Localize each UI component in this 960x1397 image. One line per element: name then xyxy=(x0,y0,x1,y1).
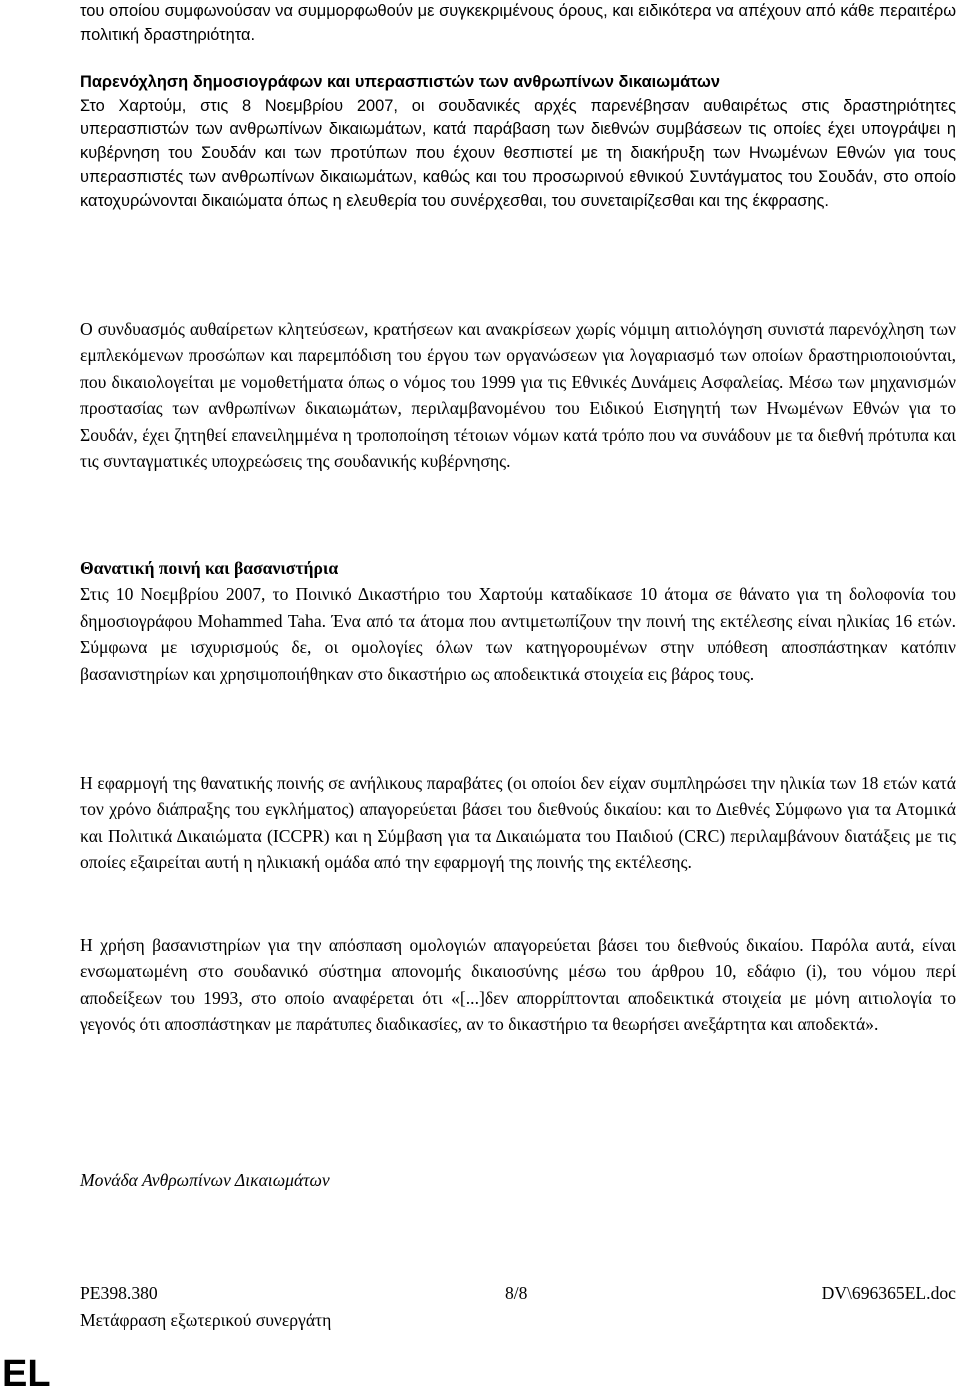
paragraph-arbitrary-detentions: Ο συνδυασμός αυθαίρετων κλητεύσεων, κρατήσεων και ανακρίσεων χωρίς νόμιμη αιτιολόγηση συνιστά παρενόχληση των εμπλεκόμενων προσώπων και παρεμπόδιση του έργου των οργανώσεων για λογαριασμό των οποίων δραστηριοποιούνται, που δικαιολογείται με νομοθετήματα όπως ο νόμος του 1999 για τις Εθνικές Δυνάμεις Ασφαλείας. Μέσω των μηχανισμών προστασίας των ανθρωπίνων δικαιωμάτων, περιλαμβανομένου του Ειδικού Εισηγητή των Ηνωμένων Εθνών για το Σουδάν, έχει ζητηθεί επανειλημμένα η τροποποίηση τέτοιων νόμων κατά τρόπο που να συνάδουν με τα διεθνή πρότυπα και τις συνταγματικές υποχρεώσεις της σουδανικής κυβέρνησης. xyxy=(80,319,956,472)
paragraph-juvenile-offenders: Η εφαρμογή της θανατικής ποινής σε ανήλικους παραβάτες (οι οποίοι δεν είχαν συμπληρώσει την ηλικία των 18 ετών κατά τον χρόνο διάπραξης του εγκλήματος) απαγορεύεται βάσει του διεθνούς δικαίου: και το Διεθνές Σύμφωνο για τα Ατομικά και Πολιτικά Δικαιώματα (ICCPR) και η Σύμβαση για τα Δικαιώματα του Παιδιού (CRC) περιλαμβάνουν διατάξεις με τις οποίες εξαιρείται αυτή η ηλικιακή ομάδα από την εφαρμογή της ποινής της εκτέλεσης. xyxy=(80,773,956,873)
section-death-penalty xyxy=(80,555,956,687)
section-body-harassment: Στο Χαρτούμ, στις 8 Νοεμβρίου 2007, οι σουδανικές αρχές παρενέβησαν αυθαιρέτως στις δραστηριότητες υπερασπιστών των ανθρωπίνων δικαιωμάτων, κατά παράβαση των διεθνών συμβάσεων τις οποίες έχει υπογράψει η κυβέρνηση του Σουδάν και των προτύπων που έχουν θεσπιστεί με τη διακήρυξη των Ηνωμένων Εθνών για τους υπερασπιστές των ανθρωπίνων δικαιωμάτων, καθώς και του προσωρινού εθνικού Συντάγματος του Σουδάν, στο οποίο κατοχυρώνονται δικαιώματα όπως η ελευθερία του συνέρχεσθαι, του συνεταιρίζεσθαι και της έκφρασης. xyxy=(80,96,956,210)
section-harassment xyxy=(80,71,956,213)
footer-translation-note: Μετάφραση εξωτερικού συνεργάτη xyxy=(80,1310,332,1330)
footer-reference: PE398.380 xyxy=(80,1283,158,1303)
paragraph-torture-confessions: Η χρήση βασανιστηρίων για την απόσπαση ομολογιών απαγορεύεται βάσει του διεθνούς δικαίου. Παρόλα αυτά, είναι ενσωματωμένη στο σουδανικό σύστημα απονομής δικαιοσύνης μέσω του άρθρου 10, εδάφιο (i), του νόμου περί αποδείξεων του 1993, στο οποίο αναφέρεται ότι «[...]δεν απορρίπτονται αποδεικτικά στοιχεία με μόνη αιτιολογία το γεγονός ότι αποσπάστηκαν με παράτυπες διαδικασίες, αν το δικαστήριο τα θεωρήσει ανεξάρτητα και αποδεκτά». xyxy=(80,935,956,1035)
language-code: EL xyxy=(2,1353,51,1395)
footer-page-number: 8/8 xyxy=(505,1283,528,1303)
section-heading-harassment: Παρενόχληση δημοσιογράφων και υπερασπιστών των ανθρωπίνων δικαιωμάτων xyxy=(80,73,720,91)
signature-unit: Μονάδα Ανθρωπίνων Δικαιωμάτων xyxy=(80,1170,330,1190)
section-body-death-penalty: Στις 10 Νοεμβρίου 2007, το Ποινικό Δικαστήριο του Χαρτούμ καταδίκασε 10 άτομα σε θάνατο για τη δολοφονία του δημοσιογράφου Mohammed Taha. Ένα από τα άτομα που αντιμετωπίζουν την ποινή της εκτέλεσης είναι ηλικίας 16 ετών. Σύμφωνα με ισχυρισμούς δε, οι ομολογίες όλων των κατηγορουμένων στην υπόθεση αποσπάστηκαν κατόπιν βασανιστηρίων και χρησιμοποιήθηκαν στο δικαστήριο ως αποδεικτικά στοιχεία εις βάρος τους. xyxy=(80,584,956,684)
footer-file-name: DV\696365EL.doc xyxy=(821,1283,956,1303)
section-heading-death-penalty: Θανατική ποινή και βασανιστήρια xyxy=(80,558,339,578)
paragraph-continuation: του οποίου συμφωνούσαν να συμμορφωθούν με συγκεκριμένους όρους, και ειδικότερα να απέχουν από κάθε περαιτέρω πολιτική δραστηριότητα. xyxy=(80,2,956,44)
